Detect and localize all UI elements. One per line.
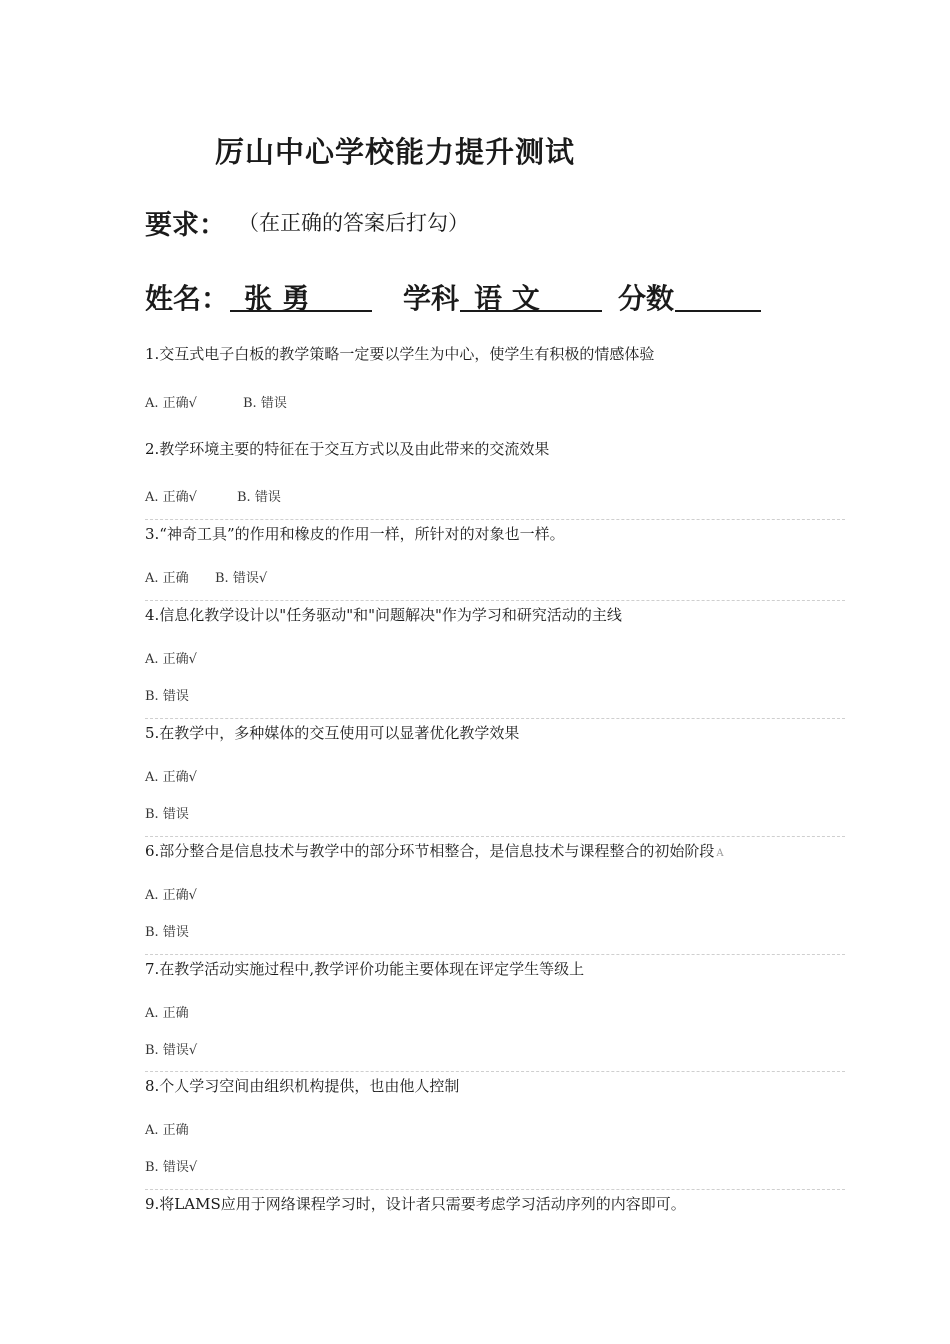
q8-option-a[interactable]: A. 正确 [145,1123,189,1138]
requirement-note: （在正确的答案后打勾） [238,211,469,235]
q6-option-b[interactable]: B. 错误 [145,925,189,940]
question-8: 8.个人学习空间由组织机构提供，也由他人控制 [145,1077,460,1095]
score-value [675,277,761,312]
subject-value: 语 文 [460,277,602,312]
divider [145,954,845,955]
divider [145,718,845,719]
divider [145,600,845,601]
q2-option-b[interactable]: B. 错误 [237,490,281,505]
question-5: 5.在教学中，多种媒体的交互使用可以显著优化教学效果 [145,724,520,742]
q2-option-a[interactable]: A. 正确√ [145,490,197,505]
name-value: 张 勇 [230,277,372,312]
question-6-text: 6.部分整合是信息技术与教学中的部分环节相整合，是信息技术与课程整合的初始阶段 [145,842,715,860]
q1-option-a[interactable]: A. 正确√ [145,396,197,411]
requirement-label: 要求： [145,210,226,241]
divider [145,519,845,520]
q6-option-a[interactable]: A. 正确√ [145,888,197,903]
q7-option-a[interactable]: A. 正确 [145,1006,189,1021]
score-label: 分数 [618,282,675,315]
page-title: 厉山中心学校能力提升测试 [215,135,576,169]
q5-option-b[interactable]: B. 错误 [145,807,189,822]
question-7: 7.在教学活动实施过程中,教学评价功能主要体现在评定学生等级上 [145,960,585,978]
question-6-mark: A [716,848,724,859]
q1-option-b[interactable]: B. 错误 [243,396,287,411]
q7-option-b[interactable]: B. 错误√ [145,1043,198,1058]
divider [145,836,845,837]
q4-option-b[interactable]: B. 错误 [145,689,189,704]
name-field[interactable] [230,277,372,315]
divider [145,1189,845,1190]
q8-option-b[interactable]: B. 错误√ [145,1160,198,1175]
q5-option-a[interactable]: A. 正确√ [145,770,197,785]
question-4: 4.信息化教学设计以"任务驱动"和"问题解决"作为学习和研究活动的主线 [145,606,622,624]
subject-field[interactable] [460,277,602,315]
score-field[interactable] [675,277,761,319]
question-1: 1.交互式电子白板的教学策略一定要以学生为中心，使学生有积极的情感体验 [145,345,655,363]
q3-option-a[interactable]: A. 正确 [145,571,189,586]
question-6 [145,840,724,861]
question-2: 2.教学环境主要的特征在于交互方式以及由此带来的交流效果 [145,440,550,458]
q4-option-a[interactable]: A. 正确√ [145,652,197,667]
question-3: 3.“神奇工具”的作用和橡皮的作用一样，所针对的对象也一样。 [145,525,565,543]
question-9: 9.将LAMS应用于网络课程学习时，设计者只需要考虑学习活动序列的内容即可。 [145,1195,686,1213]
subject-label: 学科 [403,282,460,315]
q3-option-b[interactable]: B. 错误√ [215,571,268,586]
name-label: 姓名： [145,282,230,315]
divider [145,1071,845,1072]
